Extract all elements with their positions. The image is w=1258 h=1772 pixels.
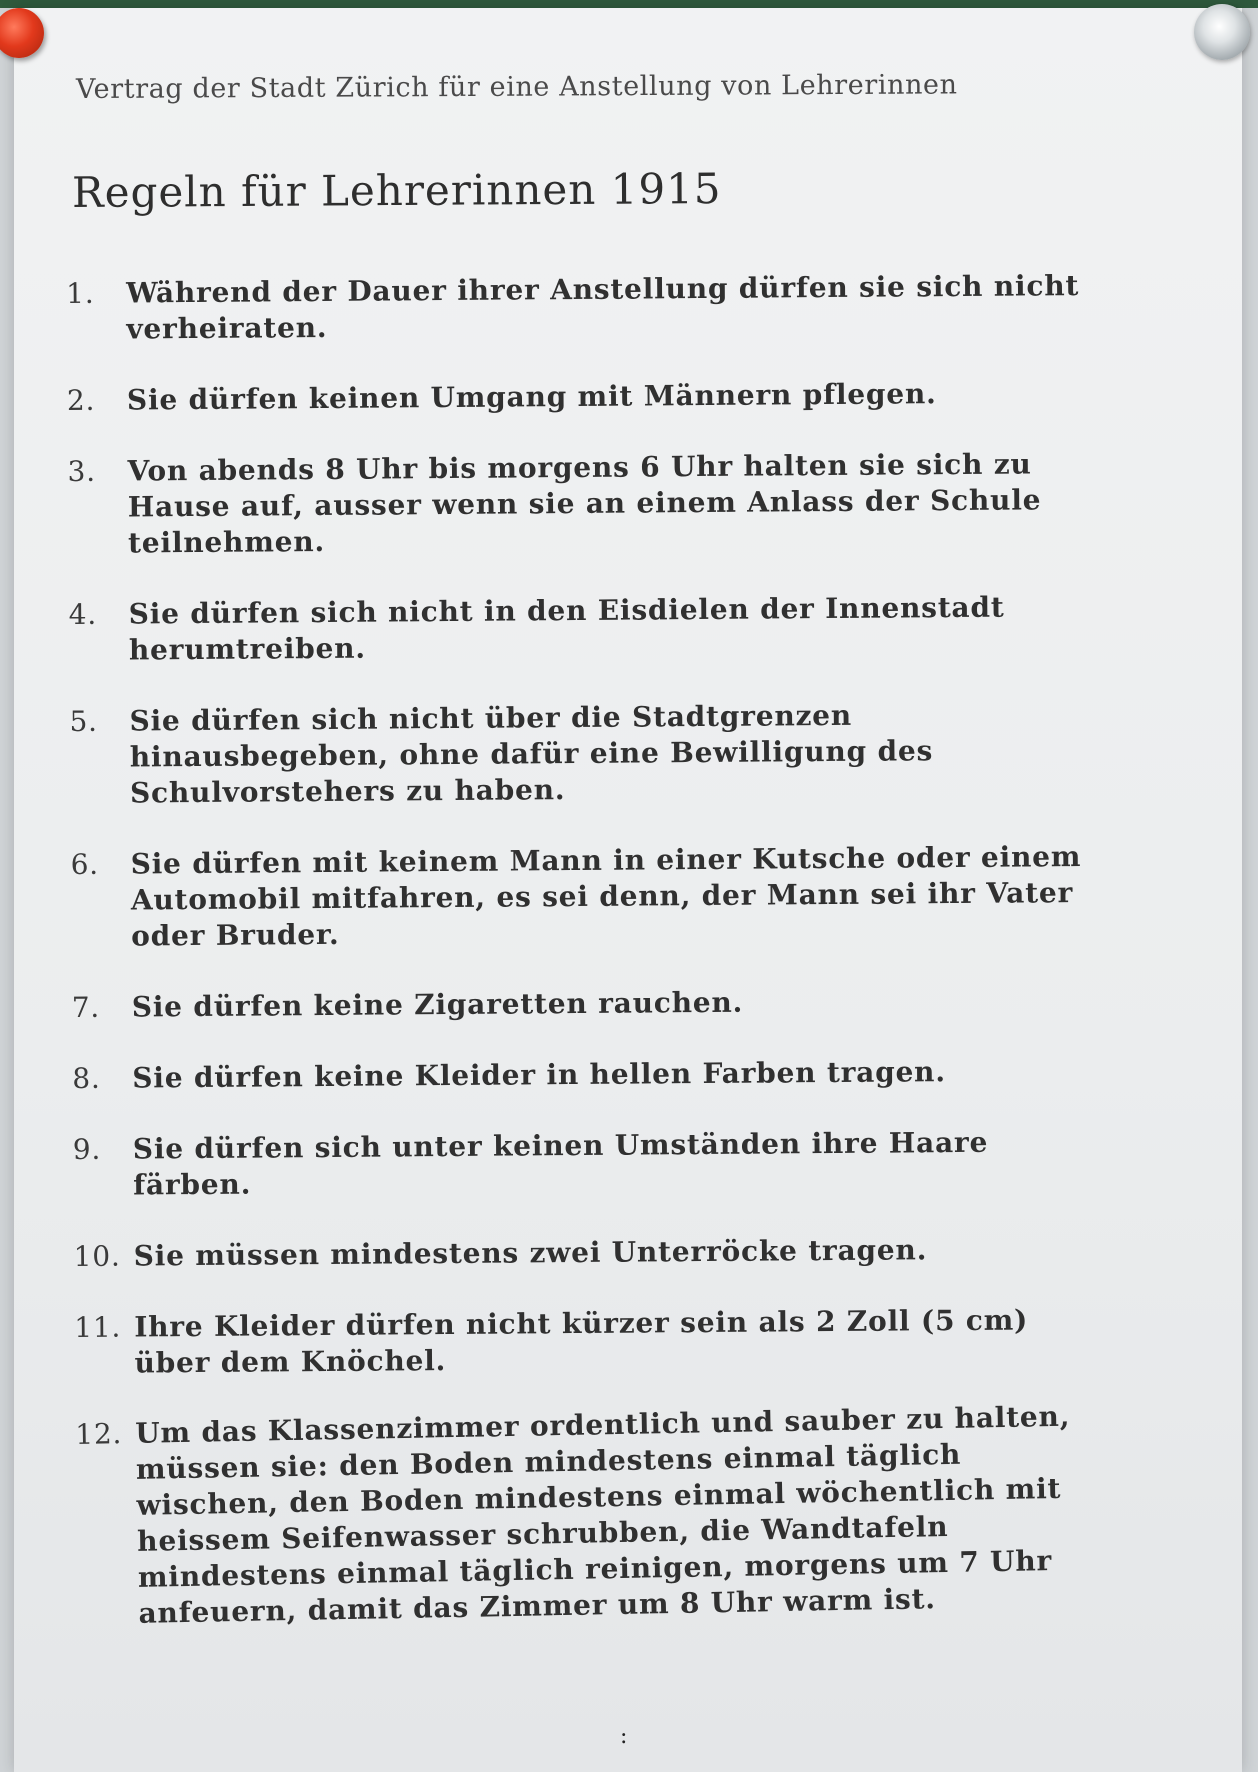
rule-item [72, 982, 1112, 1026]
rule-item [72, 1053, 1112, 1097]
clear-pushpin-icon [1194, 4, 1250, 60]
rule-number: 2. [66, 383, 96, 417]
rule-number: 7. [71, 990, 101, 1024]
rule-number: 10. [73, 1239, 121, 1273]
rule-item [74, 1231, 1114, 1275]
rule-item [66, 268, 1107, 348]
rule-item [69, 589, 1110, 669]
rule-text: Sie dürfen sich nicht über die Stadtgrenzen hinausbegeben, ohne dafür eine Bewilligung des Schulvorstehers zu haben. [129, 698, 934, 810]
rule-number: 1. [66, 276, 95, 310]
rule-text: Sie dürfen sich nicht in den Eisdielen der Innenstadt herumtreiben. [128, 590, 1005, 667]
document-header: Vertrag der Stadt Zürich für eine Anstellung von Lehrerinnen [75, 69, 958, 105]
rule-text: Sie müssen mindestens zwei Unterröcke tragen. [133, 1233, 928, 1273]
rule-number: 6. [70, 847, 100, 881]
rule-number: 8. [72, 1061, 101, 1095]
rule-text: Sie dürfen mit keinem Mann in einer Kutsche oder einem Automobil mitfahren, es sei denn, der Mann sei ihr Vater oder Bruder. [130, 840, 1082, 953]
rule-number: 9. [72, 1132, 102, 1166]
rule-item [73, 1124, 1114, 1204]
rule-text: Sie dürfen sich unter keinen Umständen ihre Haare färben. [132, 1125, 989, 1202]
rule-item [75, 1398, 1119, 1633]
rule-item [67, 375, 1107, 419]
rule-number: 11. [74, 1310, 122, 1344]
paper-sheet [14, 8, 1242, 1772]
document-title: Regeln für Lehrerinnen 1915 [71, 164, 722, 217]
background-strip [0, 0, 1258, 8]
rule-item [69, 696, 1110, 812]
rule-text: Um das Klassenzimmer ordentlich und sauber zu halten, müssen sie: den Boden mindestens einmal täglich wischen, den Boden mindestens einmal wöchentlich mit heissem Seifenwasser schrubben, die Wandtafeln mindestens einmal täglich reinigen, morgens um 7 Uhr anfeuern, damit das Zimmer um 8 Uhr warm ist. [134, 1399, 1071, 1630]
rules-list [66, 268, 1117, 1668]
rule-number: 5. [69, 704, 98, 738]
rule-text: Ihre Kleider dürfen nicht kürzer sein als 2 Zoll (5 cm) über dem Knöchel. [134, 1303, 1029, 1380]
rule-number: 3. [67, 454, 96, 488]
rule-text: Von abends 8 Uhr bis morgens 6 Uhr halten sie sich zu Hause auf, ausser wenn sie an einem Anlass der Schule teilnehmen. [127, 447, 1042, 560]
rule-text: Sie dürfen keine Zigaretten rauchen. [131, 985, 744, 1024]
rule-item [70, 839, 1111, 955]
rule-item [74, 1302, 1115, 1382]
ink-speck: : [620, 1724, 628, 1749]
rule-text: Sie dürfen keine Kleider in hellen Farben tragen. [132, 1055, 946, 1095]
rule-text: Sie dürfen keinen Umgang mit Männern pflegen. [126, 377, 937, 417]
rule-text: Während der Dauer ihrer Anstellung dürfen sie sich nicht verheiraten. [126, 269, 1080, 346]
rule-number: 12. [74, 1417, 123, 1451]
rule-number: 4. [68, 597, 98, 631]
rule-item [67, 446, 1108, 562]
